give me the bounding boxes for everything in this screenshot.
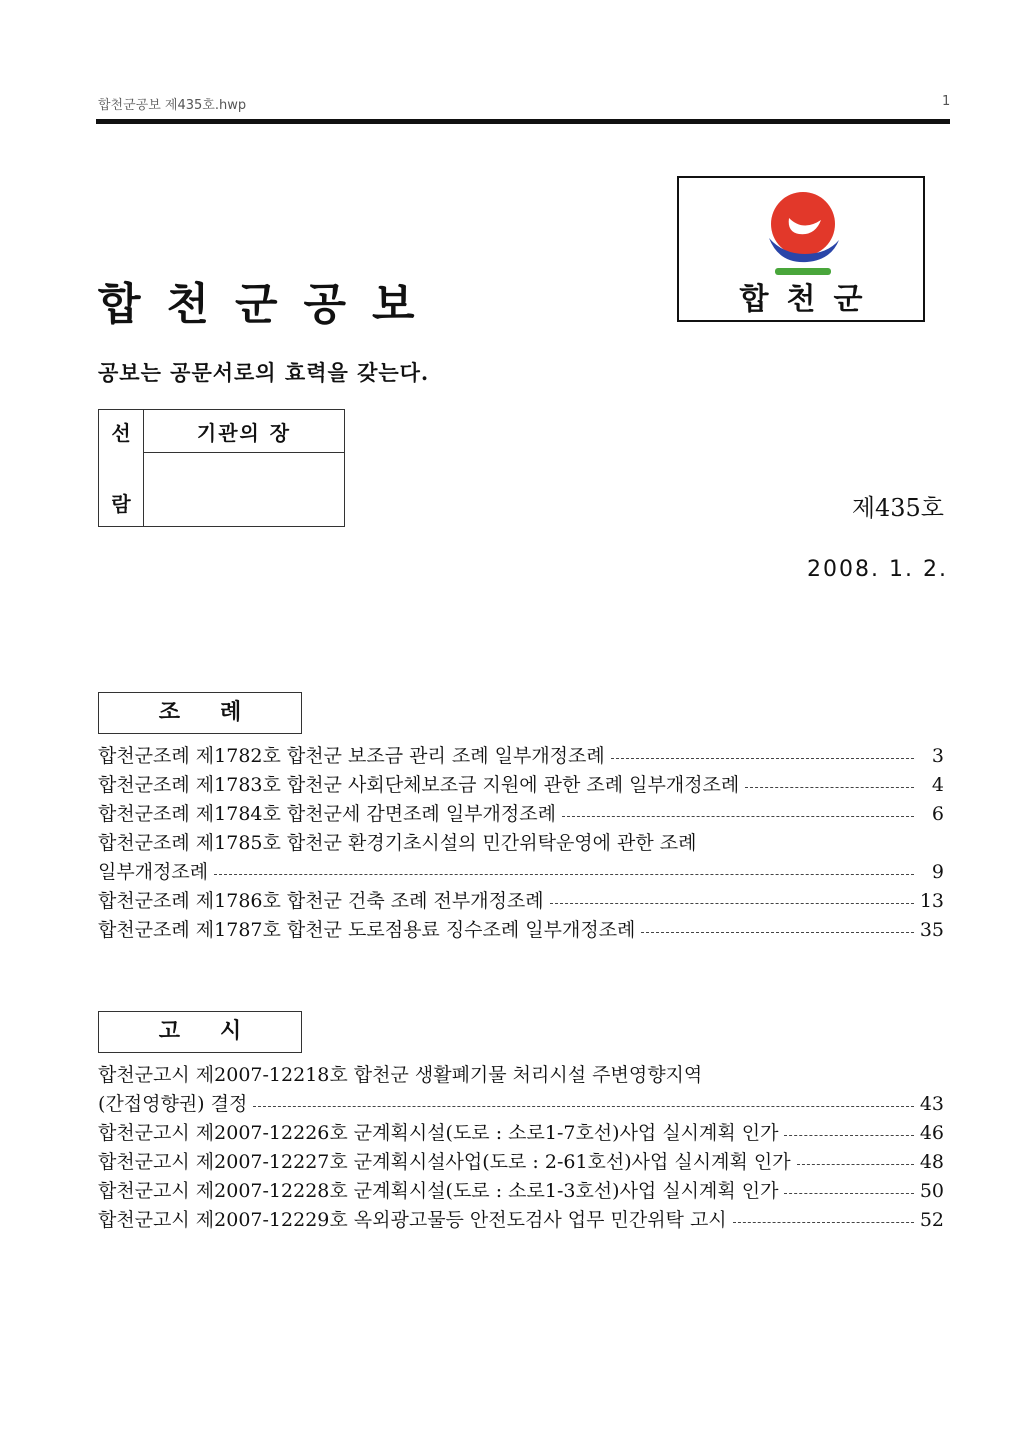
- toc-entry: [98, 1206, 944, 1235]
- page-title: 합천군공보: [98, 279, 441, 330]
- toc-entry-page: 13: [919, 890, 944, 912]
- toc-entry-page: 4: [931, 774, 944, 796]
- toc-entry-title: 합천군조례 제1786호 합천군 건축 조례 전부개정조례: [98, 890, 544, 912]
- issue-date: 2008. 1. 2.: [807, 557, 948, 582]
- toc-entry-title: 합천군조례 제1782호 합천군 보조금 관리 조례 일부개정조례: [98, 745, 605, 767]
- header-page-number: 1: [942, 94, 951, 109]
- toc-entry-page: 48: [919, 1151, 944, 1173]
- toc-entry: [98, 1119, 944, 1148]
- toc-entry-title: 합천군고시 제2007-12226호 군계획시설(도로 : 소로1-7호선)사업 실시계획 인가: [98, 1122, 779, 1144]
- toc-entry-title: 합천군조례 제1783호 합천군 사회단체보조금 지원에 관한 조례 일부개정조례: [98, 774, 740, 796]
- toc-entry: [98, 858, 944, 887]
- toc-entry: [98, 916, 944, 945]
- toc-leader: [745, 787, 914, 788]
- toc-entry-page: 3: [931, 745, 944, 767]
- county-emblem-icon: [761, 188, 845, 276]
- toc-entry-title: (간접영향권) 결정: [98, 1093, 248, 1115]
- toc-entry-title: 합천군고시 제2007-12228호 군계획시설(도로 : 소로1-3호선)사업 실시계획 인가: [98, 1180, 779, 1202]
- toc-entry-page: 46: [919, 1122, 944, 1144]
- toc-entry-page: 35: [919, 919, 944, 941]
- toc-leader: [797, 1164, 914, 1165]
- toc-entry-page: 6: [931, 803, 944, 825]
- page-subtitle: 공보는 공문서로의 효력을 갖는다.: [98, 360, 430, 385]
- toc-entry-page: 43: [919, 1093, 944, 1115]
- section-title-notices: 고시: [98, 1011, 302, 1053]
- toc-entry-page: 9: [931, 861, 944, 883]
- toc-entry: [98, 887, 944, 916]
- approval-table: [98, 409, 345, 527]
- toc-notices: [98, 1061, 944, 1235]
- toc-leader: [214, 874, 914, 875]
- toc-leader: [641, 932, 913, 933]
- approval-side-bottom: 람: [111, 492, 131, 516]
- approval-side-top: 선: [111, 421, 131, 445]
- toc-entry-title: 일부개정조례: [98, 861, 209, 883]
- toc-entry-title: 합천군고시 제2007-12229호 옥외광고물등 안전도검사 업무 민간위탁 고시: [98, 1209, 727, 1231]
- toc-entry: [98, 1148, 944, 1177]
- toc-entry-page: 52: [919, 1209, 944, 1231]
- toc-leader: [253, 1106, 913, 1107]
- header-rule: [96, 119, 950, 124]
- toc-leader: [733, 1222, 914, 1223]
- toc-entry-title: 합천군고시 제2007-12218호 합천군 생활폐기물 처리시설 주변영향지역: [98, 1064, 703, 1086]
- approval-header: 기관의 장: [144, 410, 345, 453]
- toc-entry: [98, 1090, 944, 1119]
- toc-entry: [98, 1061, 944, 1090]
- county-logo: [677, 176, 925, 322]
- toc-entry-title: 합천군조례 제1784호 합천군세 감면조례 일부개정조례: [98, 803, 556, 825]
- toc-entry: [98, 771, 944, 800]
- toc-leader: [611, 758, 914, 759]
- toc-ordinances: [98, 742, 944, 945]
- toc-leader: [784, 1193, 913, 1194]
- toc-leader: [550, 903, 914, 904]
- header-file-name: 합천군공보 제435호.hwp: [98, 98, 247, 113]
- approval-side-label: [99, 410, 144, 527]
- toc-entry: [98, 800, 944, 829]
- toc-entry: [98, 1177, 944, 1206]
- toc-entry-page: 50: [919, 1180, 944, 1202]
- section-title-ordinances: 조례: [98, 692, 302, 734]
- toc-entry-title: 합천군고시 제2007-12227호 군계획시설사업(도로 : 2-61호선)사업 실시계획 인가: [98, 1151, 791, 1173]
- toc-entry: [98, 829, 944, 858]
- approval-signature-cell: [144, 453, 345, 527]
- toc-entry: [98, 742, 944, 771]
- toc-entry-title: 합천군조례 제1787호 합천군 도로점용료 징수조례 일부개정조례: [98, 919, 636, 941]
- issue-number: 제435호: [851, 494, 944, 522]
- toc-entry-title: 합천군조례 제1785호 합천군 환경기초시설의 민간위탁운영에 관한 조례: [98, 832, 697, 854]
- toc-leader: [784, 1135, 913, 1136]
- logo-text: 합천군: [739, 282, 881, 317]
- toc-leader: [562, 816, 914, 817]
